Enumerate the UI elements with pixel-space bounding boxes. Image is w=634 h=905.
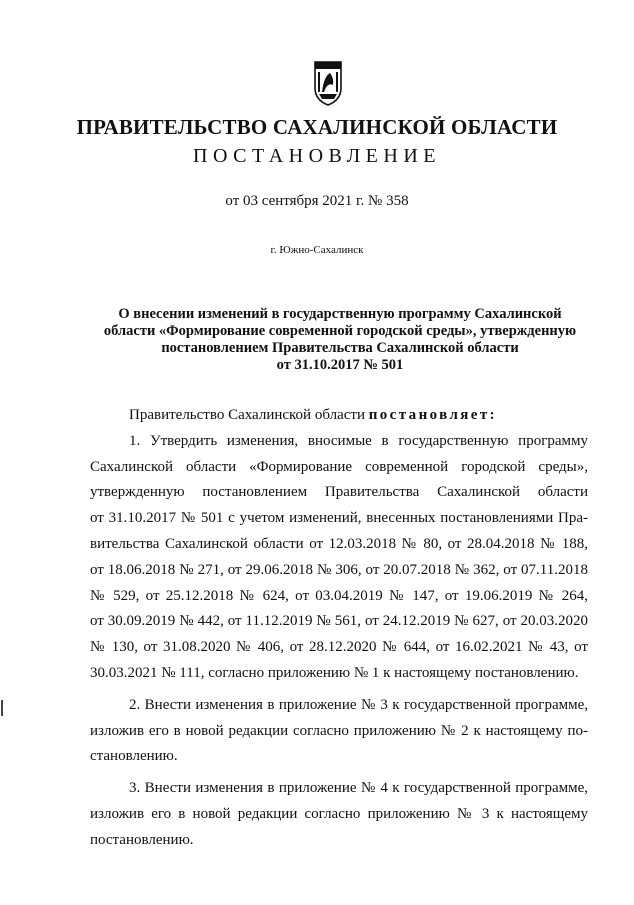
document-body — [90, 403, 588, 854]
paragraph-line: утвержденную постановлением Правительства Сахалинской области — [90, 484, 588, 501]
paragraph-line: вительства Сахалинской области от 12.03.2018 № 80, от 28.04.2018 № 188, — [90, 535, 588, 552]
coat-of-arms-emblem — [313, 58, 343, 106]
title-line: области «Формирование современной городской среды», утвержденную — [103, 323, 577, 339]
preamble-text: Правительство Сахалинской области — [129, 407, 369, 423]
document-date-number: от 03 сентября 2021 г. № 358 — [225, 193, 409, 209]
paragraph-line: 30.03.2021 № 111, согласно приложению № 1 к настоящему постановлению. — [90, 664, 579, 681]
document-title — [90, 306, 590, 374]
paragraph-line: № 529, от 25.12.2018 № 624, от 03.04.2019 № 147, от 19.06.2019 № 264, — [90, 587, 588, 604]
paragraph-line: № 130, от 31.08.2020 № 406, от 28.12.2020 № 644, от 16.02.2021 № 43, от — [90, 639, 588, 656]
document-type: ПОСТАНОВЛЕНИЕ — [193, 145, 441, 167]
paragraph-line: изложив его в новой редакции согласно приложению № 2 к настоящему по- — [90, 722, 588, 739]
paragraph-line: постановлению. — [90, 831, 194, 848]
paragraph-1 — [90, 429, 588, 687]
paragraph-2 — [90, 693, 588, 770]
paragraph-line: от 30.09.2019 № 442, от 11.12.2019 № 561, от 24.12.2019 № 627, от 20.03.2020 — [90, 613, 588, 630]
title-line: от 31.10.2017 № 501 — [276, 357, 404, 373]
paragraph-line: изложив его в новой редакции согласно приложению № 3 к настоящему — [90, 805, 588, 822]
paragraph-3 — [90, 776, 588, 853]
paragraph-line: 1. Утвердить изменения, вносимые в государственную программу — [129, 432, 588, 449]
paragraph-line: от 31.10.2017 № 501 с учетом изменений, внесенных постановлениями Пра- — [90, 510, 588, 527]
preamble — [90, 403, 588, 429]
title-line: постановлением Правительства Сахалинской области — [161, 340, 519, 356]
paragraph-line: от 18.06.2018 № 271, от 29.06.2018 № 306, от 20.07.2018 № 362, от 07.11.2018 — [90, 561, 588, 578]
paragraph-line: 3. Внести изменения в приложение № 4 к государственной программе, — [129, 780, 588, 797]
title-line: О внесении изменений в государственную программу Сахалинской — [118, 306, 562, 322]
preamble-decree-word: постановляет: — [368, 407, 498, 423]
scan-margin-mark — [1, 700, 3, 716]
paragraph-line: становлению. — [90, 748, 178, 765]
paragraph-line: 2. Внести изменения в приложение № 3 к государственной программе, — [129, 696, 588, 713]
city-name: г. Южно-Сахалинск — [270, 244, 364, 256]
paragraph-line: Сахалинской области «Формирование современной городской среды», — [90, 458, 588, 475]
organization-name: ПРАВИТЕЛЬСТВО САХАЛИНСКОЙ ОБЛАСТИ — [76, 115, 558, 139]
